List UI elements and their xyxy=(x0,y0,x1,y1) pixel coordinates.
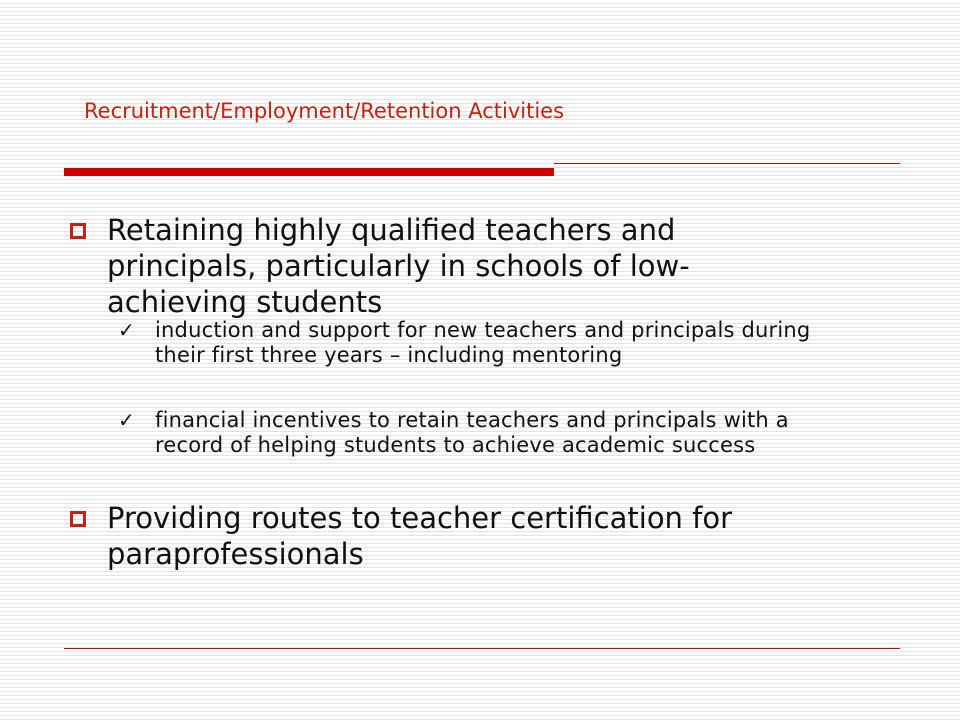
hollow-square-bullet-icon xyxy=(70,223,86,239)
sub-bullet-item xyxy=(118,318,838,368)
sub-bullet-text: financial incentives to retain teachers and principals with a record of helping students to achieve academic success xyxy=(155,408,789,457)
footer-rule xyxy=(64,648,900,649)
bullet-item xyxy=(70,212,810,320)
checkmark-icon: ✓ xyxy=(118,318,135,342)
title-underline-thick xyxy=(64,168,554,176)
checkmark-icon: ✓ xyxy=(118,408,135,432)
bullet-item xyxy=(70,500,810,572)
bullet-text: Providing routes to teacher certification for paraprofessionals xyxy=(107,501,733,571)
sub-bullet-text: induction and support for new teachers and principals during their first three years – including mentoring xyxy=(155,318,811,367)
title-underline-thin xyxy=(554,163,900,164)
slide-title: Recruitment/Employment/Retention Activities xyxy=(84,99,565,123)
bullet-text: Retaining highly qualified teachers and principals, particularly in schools of low-achieving students xyxy=(107,213,690,319)
sub-bullet-item xyxy=(118,408,838,458)
hollow-square-bullet-icon xyxy=(70,511,86,527)
